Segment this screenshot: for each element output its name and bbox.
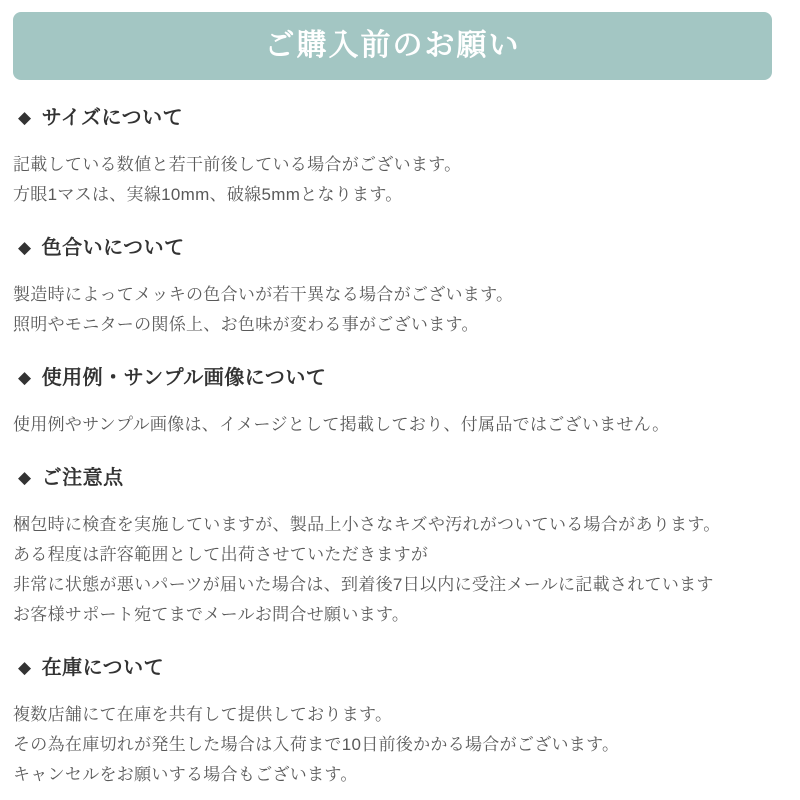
section-body [13,150,772,210]
page-title: ご購入前のお願い [264,29,521,62]
section-body [13,280,772,340]
section-body [13,410,772,440]
diamond-bullet-icon: ◆ [18,468,32,487]
notice-section [13,656,772,790]
body-line: 製造時によってメッキの色合いが若干異なる場合がございます。 [13,285,514,304]
section-heading [18,236,772,260]
diamond-bullet-icon: ◆ [18,368,32,387]
body-line: お客様サポート宛てまでメールお問合せ願います。 [13,605,410,624]
section-heading [18,106,772,130]
diamond-bullet-icon: ◆ [18,658,32,677]
body-line: キャンセルをお願いする場合もございます。 [13,765,358,784]
body-line: 使用例やサンプル画像は、イメージとして掲載しており、付属品ではございません。 [13,415,670,434]
notice-section [13,466,772,630]
body-line: 照明やモニターの関係上、お色味が変わる事がございます。 [13,315,479,334]
notice-sections [13,106,772,790]
section-heading-text: 色合いについて [41,237,185,259]
body-line: その為在庫切れが発生した場合は入荷まで10日前後かかる場合がございます。 [13,735,620,754]
section-heading-text: 在庫について [41,657,165,679]
diamond-bullet-icon: ◆ [18,238,32,257]
section-body [13,700,772,790]
section-heading [18,366,772,390]
notice-section [13,236,772,340]
section-heading-text: 使用例・サンプル画像について [41,367,327,389]
body-line: 複数店舗にて在庫を共有して提供しております。 [13,705,393,724]
section-body [13,510,772,630]
section-heading [18,656,772,680]
section-heading [18,466,772,490]
notice-section [13,106,772,210]
body-line: 方眼1マスは、実線10mm、破線5mmとなります。 [13,185,403,204]
section-heading-text: ご注意点 [41,467,124,489]
page-title-banner [13,12,772,80]
notice-section [13,366,772,440]
diamond-bullet-icon: ◆ [18,108,32,127]
body-line: 非常に状態が悪いパーツが届いた場合は、到着後7日以内に受注メールに記載されています [13,575,714,594]
body-line: 記載している数値と若干前後している場合がございます。 [13,155,462,174]
body-line: 梱包時に検査を実施していますが、製品上小さなキズや汚れがついている場合があります。 [13,515,721,534]
section-heading-text: サイズについて [41,107,184,129]
body-line: ある程度は許容範囲として出荷させていただきますが [13,545,429,564]
